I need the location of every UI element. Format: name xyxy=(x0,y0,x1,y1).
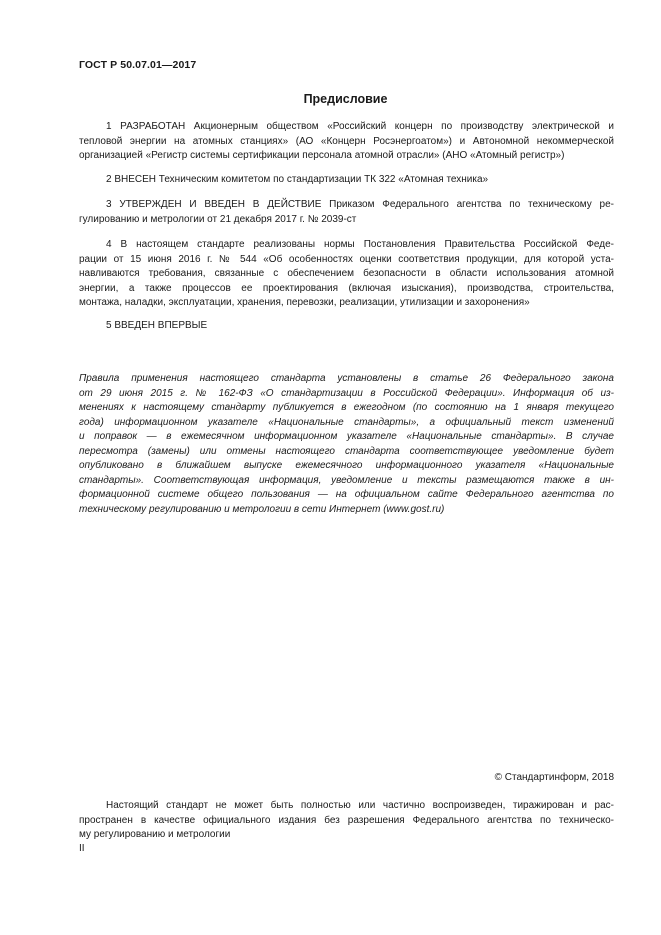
paragraph-introduced-by xyxy=(79,173,614,188)
approved-lead-text: 3 УТВЕРЖДЕН И ВВЕДЕН В ДЕЙСТВИЕ xyxy=(106,199,322,210)
notice-line: опубликовано в ближайшем выпуске ежемесячного информационного указателя «Национальные xyxy=(79,460,614,471)
standard-application-notice xyxy=(79,372,614,517)
paragraph-approved xyxy=(79,198,614,227)
footer-line: пространен в качестве официального издания без разрешения Федерального агентства по техническо- xyxy=(79,814,614,826)
reproduction-notice xyxy=(79,799,614,843)
paragraph-norms xyxy=(79,238,614,311)
page-title: Предисловие xyxy=(303,92,388,106)
notice-line: и поправок — в ежемесячном информационном указателе «Национальные стандарты». В случае xyxy=(79,431,614,442)
footer-line: му регулированию и метрологии xyxy=(79,829,231,840)
paragraph-line: 1 РАЗРАБОТАН Акционерным обществом «Российский концерн по производству электрической и xyxy=(106,121,614,132)
paragraph-first-introduced xyxy=(79,319,614,334)
notice-line: менениях к настоящему стандарту публикуется в ежегодном (по состоянию на 1 января текущего xyxy=(79,402,614,413)
page-number: II xyxy=(79,843,85,854)
paragraph-developed-by xyxy=(79,120,614,164)
footer-line: Настоящий стандарт не может быть полностью или частично воспроизведен, тиражирован и рас- xyxy=(106,800,614,811)
notice-line: Правила применения настоящего стандарта установлены в статье 26 Федерального закона xyxy=(79,373,614,384)
notice-line: техническому регулированию и метрологии в сети Интернет (www.gost.ru) xyxy=(79,503,445,515)
paragraph-line: тепловой энергии на атомных станциях» (АО «Концерн Росэнергоатом») и Автономной некоммерческой xyxy=(79,135,614,147)
paragraph-line: рации от 15 июня 2016 г. № 544 «Об особенностях оценки соответствия продукции, для которой уста- xyxy=(79,253,614,265)
notice-line: формационной системе общего пользования — на официальном сайте Федерального агентства по xyxy=(79,489,614,500)
approved-rest-text: Приказом Федерального агентства по техническому ре- xyxy=(321,199,614,210)
notice-line: пересмотра (замены) или отмены настоящего стандарта соответствующее уведомление будет xyxy=(79,445,614,457)
paragraph-line: энергии, а также процессов ее проектирования (включая изыскания), производства, строительства, xyxy=(79,282,614,294)
notice-line: стандарты». Соответствующая информация, уведомление и тексты размещаются также в ин- xyxy=(79,474,614,486)
paragraph-line: 4 В настоящем стандарте реализованы нормы Постановления Правительства Российской Феде- xyxy=(106,239,614,250)
document-code-header: ГОСТ Р 50.07.01—2017 xyxy=(79,59,197,71)
paragraph-line: гулированию и метрологии от 21 декабря 2017 г. № 2039-ст xyxy=(79,213,357,225)
copyright: © Стандартинформ, 2018 xyxy=(494,772,614,783)
paragraph-line: организацией «Регистр системы сертификации персонала атомной отрасли» (АНО «Атомный регистр») xyxy=(79,150,565,161)
paragraph-line: 2 ВНЕСЕН Техническим комитетом по стандартизации ТК 322 «Атомная техника» xyxy=(106,174,489,185)
paragraph-line xyxy=(79,198,614,213)
paragraph-line: 5 ВВЕДЕН ВПЕРВЫЕ xyxy=(106,320,208,331)
paragraph-line: навливаются требования, связанные с обеспечением безопасности в области использования атомной xyxy=(79,268,614,279)
notice-line: от 29 июня 2015 г. № 162-ФЗ «О стандартизации в Российской Федерации». Информация об из- xyxy=(79,387,614,399)
notice-line: года) информационном указателе «Национальные стандарты», а официальный текст изменений xyxy=(79,416,614,428)
paragraph-line: монтажа, наладки, эксплуатации, хранения, перевозки, реализации, утилизации и захоронения» xyxy=(79,297,530,308)
